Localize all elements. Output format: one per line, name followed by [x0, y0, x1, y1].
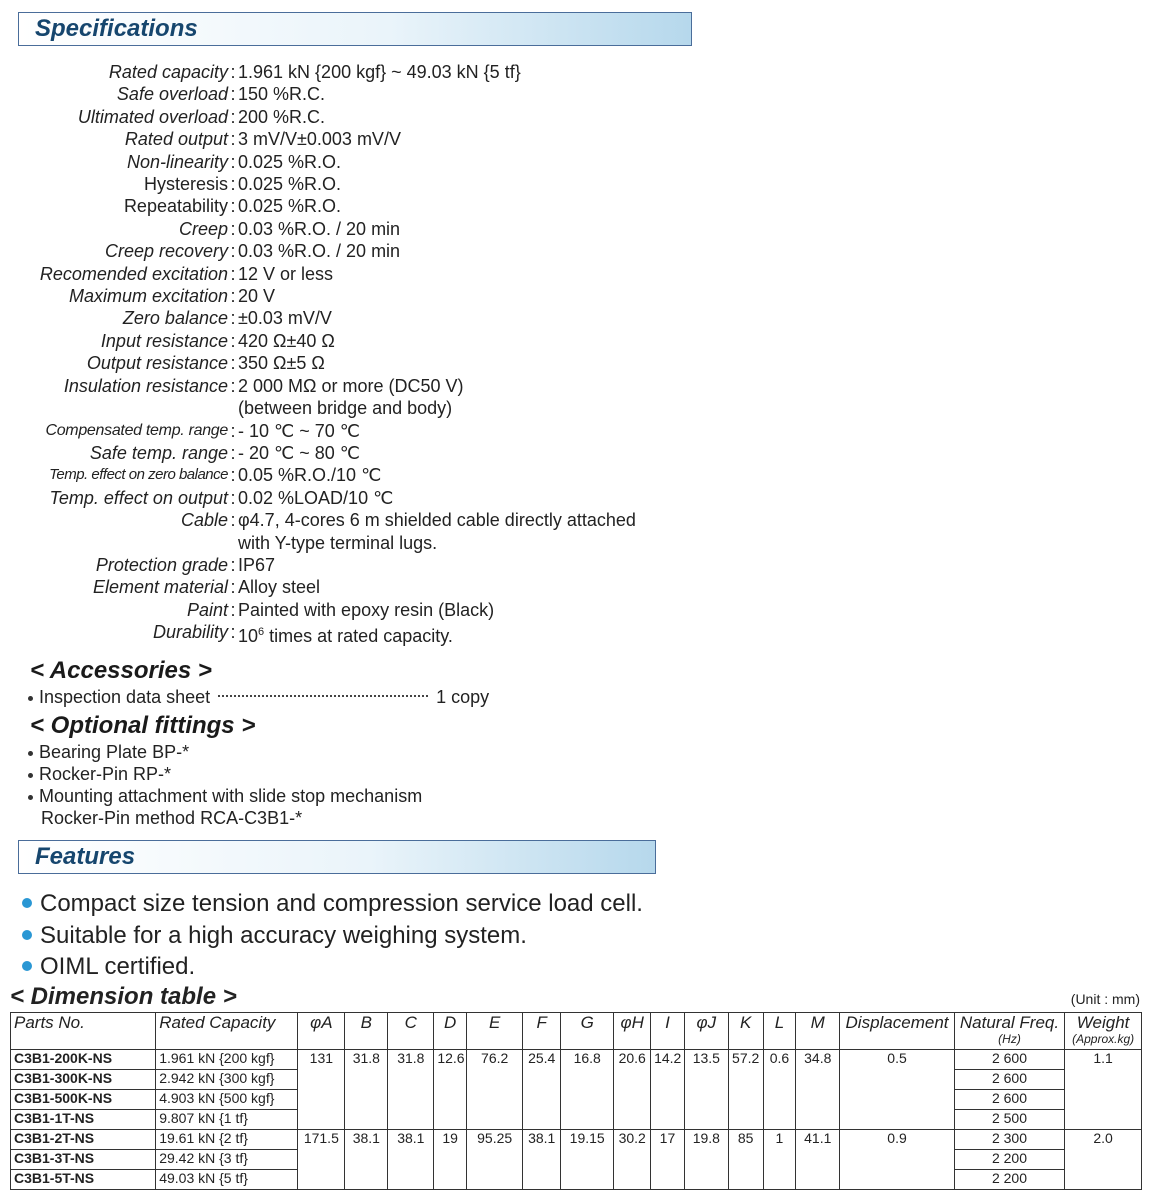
table-row: [11, 1130, 1142, 1150]
spec-row: Creep recovery : 0.03 %R.O. / 20 min: [0, 240, 720, 262]
spec-label: Durability: [152, 622, 228, 643]
header-i: I: [651, 1013, 685, 1050]
spec-label: Cable: [180, 510, 228, 531]
spec-row: Cable : φ4.7, 4-cores 6 m shielded cable directly attached with Y-type terminal lugs.: [0, 509, 720, 554]
bullet-icon: [28, 696, 33, 701]
blue-bullet-icon: [22, 930, 32, 940]
dim-i: 14.2: [651, 1050, 685, 1130]
part-number: C3B1-3T-NS: [11, 1150, 156, 1170]
optional-item-text: Bearing Plate BP-*: [39, 742, 190, 762]
features-header: [18, 840, 656, 874]
spec-label: Non-linearity: [126, 151, 228, 172]
dim-j: 19.8: [684, 1130, 728, 1190]
header-displacement: Displacement: [840, 1013, 955, 1050]
feature-text: Suitable for a high accuracy weighing system.: [40, 922, 527, 949]
spec-row: Safe temp. range : - 20 ℃ ~ 80 ℃: [0, 442, 720, 464]
spec-value: φ4.7, 4-cores 6 m shielded cable directly attached: [238, 510, 636, 531]
feature-text: OIML certified.: [40, 953, 196, 980]
spec-row: Creep : 0.03 %R.O. / 20 min: [0, 218, 720, 240]
spec-value-line2: (between bridge and body): [238, 398, 453, 419]
rated-capacity: 4.903 kN {500 kgf}: [156, 1090, 298, 1110]
optional-item: [28, 741, 189, 763]
displacement: 0.5: [840, 1050, 955, 1130]
dim-e: 95.25: [467, 1130, 523, 1190]
spec-value: 3 mV/V±0.003 mV/V: [238, 129, 401, 150]
specifications-list: [0, 61, 720, 648]
dim-f: 38.1: [523, 1130, 561, 1190]
spec-row: Maximum excitation : 20 V: [0, 285, 720, 307]
table-row: [11, 1050, 1142, 1070]
dim-h: 30.2: [614, 1130, 651, 1190]
dim-c: 31.8: [388, 1050, 434, 1130]
accessory-qty: 1 copy: [436, 687, 490, 707]
dim-k: 85: [728, 1130, 763, 1190]
spec-row: Compensated temp. range : - 10 ℃ ~ 70 ℃: [0, 420, 720, 442]
dim-l: 0.6: [763, 1050, 796, 1130]
table-header-row: [11, 1013, 1142, 1050]
dimension-table-title: < Dimension table >: [10, 983, 237, 1010]
spec-value-line2: with Y-type terminal lugs.: [238, 532, 438, 553]
spec-value: 10: [238, 626, 259, 647]
displacement: 0.9: [840, 1130, 955, 1190]
natural-freq: 2 500: [954, 1110, 1064, 1130]
spec-value: 20 V: [238, 286, 276, 307]
dim-g: 19.15: [561, 1130, 614, 1190]
natural-freq: 2 600: [954, 1070, 1064, 1090]
header-d: D: [434, 1013, 467, 1050]
spec-value: 350 Ω±5 Ω: [238, 353, 325, 374]
weight-unit: (Approx.kg): [1072, 1032, 1135, 1046]
dim-m: 41.1: [796, 1130, 840, 1190]
dim-b: 31.8: [345, 1050, 388, 1130]
natural-freq: 2 300: [954, 1130, 1064, 1150]
dim-d: 12.6: [434, 1050, 467, 1130]
spec-label: Compensated temp. range: [45, 421, 228, 439]
natural-freq-unit: (Hz): [998, 1032, 1021, 1046]
header-k: K: [728, 1013, 763, 1050]
part-number: C3B1-2T-NS: [11, 1130, 156, 1150]
spec-label: Ultimated overload: [77, 106, 228, 127]
spec-label: Safe overload: [116, 84, 228, 105]
optional-item-text: Mounting attachment with slide stop mechanism: [39, 786, 423, 806]
header-parts-no: Parts No.: [11, 1013, 156, 1050]
spec-label: Zero balance: [122, 308, 228, 329]
optional-item-text: Rocker-Pin RP-*: [39, 764, 172, 784]
spec-value: 0.03 %R.O. / 20 min: [238, 218, 401, 239]
feature-item: [22, 952, 195, 982]
dim-k: 57.2: [728, 1050, 763, 1130]
specifications-title: Specifications: [35, 15, 198, 42]
header-natural-freq: [954, 1013, 1064, 1050]
spec-row: Rated capacity : 1.961 kN {200 kgf} ~ 49.03 kN {5 tf}: [0, 61, 720, 83]
spec-label: Rated output: [124, 129, 228, 150]
dotted-leader: [218, 695, 428, 697]
spec-value: 0.025 %R.O.: [238, 196, 342, 217]
dim-a: 171.5: [298, 1130, 345, 1190]
spec-value: IP67: [238, 554, 276, 575]
header-phi-j: φJ: [684, 1013, 728, 1050]
blue-bullet-icon: [22, 898, 32, 908]
spec-label: Recomended excitation: [39, 263, 228, 284]
bullet-icon: [28, 751, 33, 756]
spec-row: Recomended excitation : 12 V or less: [0, 263, 720, 285]
spec-label: Temp. effect on zero balance: [49, 466, 228, 484]
spec-value: 0.025 %R.O.: [238, 174, 342, 195]
dimension-table: [10, 1012, 1142, 1190]
bullet-icon: [28, 795, 33, 800]
spec-value: 0.05 %R.O./10 ℃: [238, 465, 382, 486]
weight-label: Weight: [1076, 1013, 1130, 1032]
header-l: L: [763, 1013, 796, 1050]
spec-value: 2 000 MΩ or more (DC50 V): [238, 375, 464, 396]
spec-label: Element material: [92, 577, 228, 598]
feature-text: Compact size tension and compression service load cell.: [40, 890, 643, 917]
header-rated-capacity: Rated Capacity: [156, 1013, 298, 1050]
bullet-icon: [28, 773, 33, 778]
spec-value: Painted with epoxy resin (Black): [238, 599, 495, 620]
optional-item-text-line2: Rocker-Pin method RCA-C3B1-*: [41, 808, 303, 828]
header-m: M: [796, 1013, 840, 1050]
header-phi-h: φH: [614, 1013, 651, 1050]
spec-row: Non-linearity : 0.025 %R.O.: [0, 151, 720, 173]
header-c: C: [388, 1013, 434, 1050]
spec-row: Rated output : 3 mV/V±0.003 mV/V: [0, 128, 720, 150]
spec-label: Rated capacity: [108, 62, 228, 82]
spec-value: - 20 ℃ ~ 80 ℃: [238, 442, 360, 463]
weight: 2.0: [1065, 1130, 1142, 1190]
spec-value-rest: times at rated capacity.: [264, 626, 453, 647]
header-weight: [1065, 1013, 1142, 1050]
dim-b: 38.1: [345, 1130, 388, 1190]
spec-value: - 10 ℃ ~ 70 ℃: [238, 420, 360, 441]
blue-bullet-icon: [22, 961, 32, 971]
spec-label: Protection grade: [95, 554, 228, 575]
part-number: C3B1-500K-NS: [11, 1090, 156, 1110]
part-number: C3B1-200K-NS: [11, 1050, 156, 1070]
spec-value: 0.02 %LOAD/10 ℃: [238, 487, 394, 508]
rated-capacity: 1.961 kN {200 kgf}: [156, 1050, 298, 1070]
dim-d: 19: [434, 1130, 467, 1190]
feature-item: [22, 889, 643, 919]
spec-value-exponent: 6: [258, 626, 265, 639]
spec-label: Input resistance: [100, 330, 228, 351]
spec-label: Output resistance: [86, 353, 228, 374]
dim-m: 34.8: [796, 1050, 840, 1130]
rated-capacity: 19.61 kN {2 tf}: [156, 1130, 298, 1150]
spec-label: Repeatability: [123, 196, 228, 217]
spec-row: Safe overload : 150 %R.C.: [0, 83, 720, 105]
spec-label: Maximum excitation: [68, 286, 228, 307]
spec-value: ±0.03 mV/V: [238, 308, 332, 329]
spec-row: Protection grade : IP67: [0, 554, 720, 576]
part-number: C3B1-300K-NS: [11, 1070, 156, 1090]
spec-value: 420 Ω±40 Ω: [238, 330, 335, 351]
natural-freq: 2 600: [954, 1050, 1064, 1070]
spec-value: 1.961 kN {200 kgf} ~ 49.03 kN {5 tf}: [238, 62, 521, 82]
dim-g: 16.8: [561, 1050, 614, 1130]
accessory-name: Inspection data sheet: [39, 687, 211, 707]
accessories-title: < Accessories >: [30, 657, 212, 684]
spec-row: Durability : $10^6$ times at rated capacity.: [0, 621, 720, 647]
spec-label: Safe temp. range: [89, 442, 228, 463]
feature-item: [22, 921, 527, 951]
spec-value: 12 V or less: [238, 263, 334, 284]
spec-row: Insulation resistance : 2 000 MΩ or more (DC50 V) (between bridge and body): [0, 375, 720, 420]
spec-row: Ultimated overload : 200 %R.C.: [0, 106, 720, 128]
spec-label: Temp. effect on output: [49, 487, 228, 508]
dim-i: 17: [651, 1130, 685, 1190]
spec-row: Paint : Painted with epoxy resin (Black): [0, 599, 720, 621]
dim-j: 13.5: [684, 1050, 728, 1130]
dim-c: 38.1: [388, 1130, 434, 1190]
dim-l: 1: [763, 1130, 796, 1190]
rated-capacity: 9.807 kN {1 tf}: [156, 1110, 298, 1130]
spec-value: 0.03 %R.O. / 20 min: [238, 241, 401, 262]
natural-freq: 2 600: [954, 1090, 1064, 1110]
spec-value: 0.025 %R.O.: [238, 151, 342, 172]
spec-row: Output resistance : 350 Ω±5 Ω: [0, 352, 720, 374]
spec-row: Temp. effect on output : 0.02 %LOAD/10 ℃: [0, 487, 720, 509]
specifications-header: [18, 12, 692, 46]
accessory-item: [28, 686, 489, 708]
spec-value: 200 %R.C.: [238, 106, 326, 127]
header-phi-a: φA: [298, 1013, 345, 1050]
spec-row: Hysteresis : 0.025 %R.O.: [0, 173, 720, 195]
spec-row: Zero balance : ±0.03 mV/V: [0, 307, 720, 329]
spec-row: Repeatability : 0.025 %R.O.: [0, 195, 720, 217]
natural-freq: 2 200: [954, 1170, 1064, 1190]
spec-row: Element material : Alloy steel: [0, 576, 720, 598]
header-g: G: [561, 1013, 614, 1050]
natural-freq-label: Natural Freq.: [959, 1013, 1060, 1032]
natural-freq: 2 200: [954, 1150, 1064, 1170]
spec-label: Paint: [186, 599, 228, 620]
spec-label: Creep recovery: [104, 241, 228, 262]
dim-f: 25.4: [523, 1050, 561, 1130]
spec-value: 150 %R.C.: [238, 84, 326, 105]
rated-capacity: 49.03 kN {5 tf}: [156, 1170, 298, 1190]
spec-label: Creep: [178, 218, 228, 239]
part-number: C3B1-1T-NS: [11, 1110, 156, 1130]
header-f: F: [523, 1013, 561, 1050]
spec-value: Alloy steel: [238, 577, 321, 598]
optional-item: [28, 785, 422, 829]
optional-fittings-title: < Optional fittings >: [30, 712, 256, 739]
optional-item: [28, 763, 171, 785]
unit-note: (Unit : mm): [1070, 991, 1140, 1007]
header-b: B: [345, 1013, 388, 1050]
features-title: Features: [35, 843, 136, 870]
dim-e: 76.2: [467, 1050, 523, 1130]
rated-capacity: 29.42 kN {3 tf}: [156, 1150, 298, 1170]
dim-h: 20.6: [614, 1050, 651, 1130]
spec-row: Input resistance : 420 Ω±40 Ω: [0, 330, 720, 352]
spec-row: Temp. effect on zero balance : 0.05 %R.O./10 ℃: [0, 464, 720, 486]
spec-label: Insulation resistance: [63, 375, 228, 396]
spec-label: Hysteresis: [143, 174, 228, 195]
part-number: C3B1-5T-NS: [11, 1170, 156, 1190]
weight: 1.1: [1065, 1050, 1142, 1130]
header-e: E: [467, 1013, 523, 1050]
rated-capacity: 2.942 kN {300 kgf}: [156, 1070, 298, 1090]
dim-a: 131: [298, 1050, 345, 1130]
